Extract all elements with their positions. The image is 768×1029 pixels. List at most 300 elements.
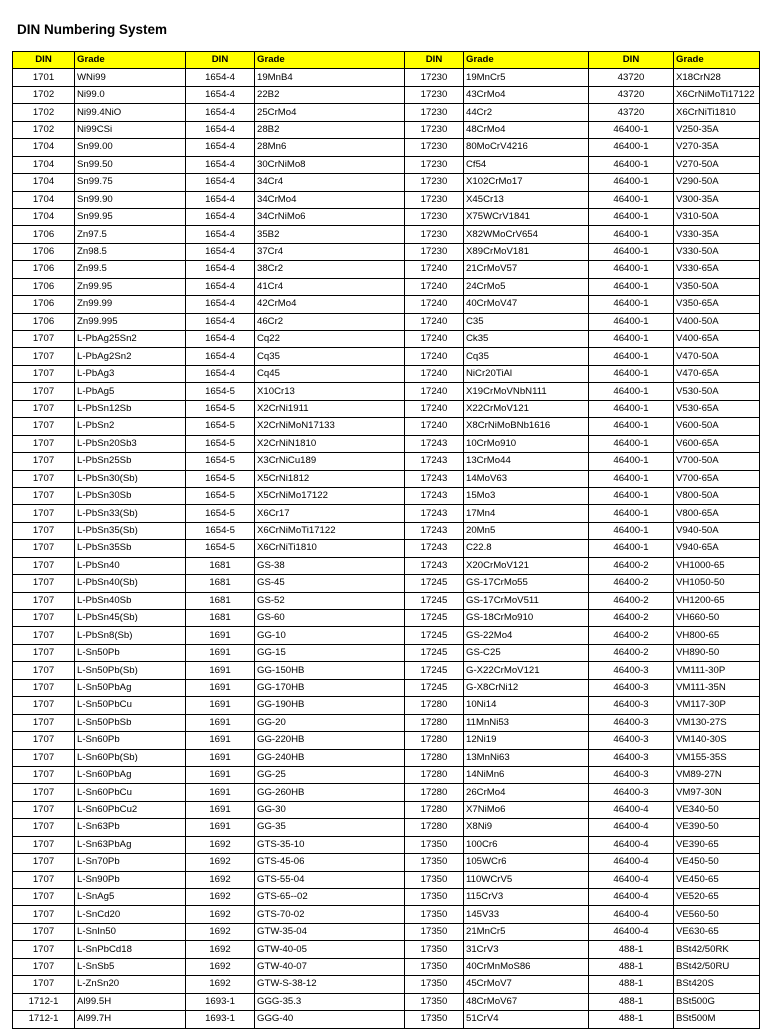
grade-cell: X10Cr13	[255, 383, 405, 400]
table-row	[13, 278, 760, 295]
din-cell: 1654-4	[186, 86, 255, 103]
din-cell: 46400-3	[589, 662, 674, 679]
din-cell: 1692	[186, 976, 255, 993]
din-cell: 1654-4	[186, 174, 255, 191]
table-row	[13, 836, 760, 853]
grade-cell: 14NiMn6	[464, 766, 589, 783]
grade-cell: L-SnCd20	[75, 906, 186, 923]
grade-cell: GTW-40-07	[255, 958, 405, 975]
column-header-grade: Grade	[255, 52, 405, 69]
din-cell: 17240	[405, 313, 464, 330]
grade-cell: GG-260HB	[255, 784, 405, 801]
grade-cell: GG-240HB	[255, 749, 405, 766]
din-cell: 1707	[13, 958, 75, 975]
din-cell: 17243	[405, 557, 464, 574]
grade-cell: X6CrNiMoTi17122	[674, 86, 760, 103]
grade-cell: V800-50A	[674, 487, 760, 504]
din-cell: 1707	[13, 365, 75, 382]
din-cell: 1654-4	[186, 278, 255, 295]
grade-cell: V530-50A	[674, 383, 760, 400]
grade-cell: L-Sn60PbCu2	[75, 801, 186, 818]
din-cell: 17245	[405, 679, 464, 696]
din-cell: 1707	[13, 801, 75, 818]
grade-cell: Zn99.995	[75, 313, 186, 330]
grade-cell: X20CrMoV121	[464, 557, 589, 574]
grade-cell: L-Sn50Pb	[75, 644, 186, 661]
grade-cell: L-PbSn40Sb	[75, 592, 186, 609]
grade-cell: VM111-30P	[674, 662, 760, 679]
din-cell: 1691	[186, 714, 255, 731]
table-row	[13, 86, 760, 103]
grade-cell: 38Cr2	[255, 261, 405, 278]
column-header-din: DIN	[589, 52, 674, 69]
column-header-din: DIN	[405, 52, 464, 69]
din-cell: 17245	[405, 662, 464, 679]
din-cell: 1654-5	[186, 435, 255, 452]
din-cell: 1654-5	[186, 418, 255, 435]
din-cell: 46400-4	[589, 819, 674, 836]
grade-cell: L-SnPbCd18	[75, 941, 186, 958]
din-cell: 17350	[405, 871, 464, 888]
table-row	[13, 191, 760, 208]
din-cell: 1654-4	[186, 69, 255, 86]
grade-cell: V310-50A	[674, 208, 760, 225]
din-cell: 17230	[405, 139, 464, 156]
grade-cell: L-SnAg5	[75, 889, 186, 906]
din-cell: 17230	[405, 121, 464, 138]
din-cell: 46400-3	[589, 749, 674, 766]
grade-cell: L-Sn50Pb(Sb)	[75, 662, 186, 679]
din-cell: 488-1	[589, 958, 674, 975]
table-row	[13, 540, 760, 557]
table-row	[13, 819, 760, 836]
grade-cell: GS-17CrMo55	[464, 575, 589, 592]
grade-cell: L-Sn50PbCu	[75, 697, 186, 714]
din-cell: 46400-1	[589, 505, 674, 522]
din-cell: 1691	[186, 679, 255, 696]
table-row	[13, 766, 760, 783]
din-cell: 17243	[405, 505, 464, 522]
table-row	[13, 331, 760, 348]
grade-cell: V270-50A	[674, 156, 760, 173]
grade-cell: 46Cr2	[255, 313, 405, 330]
din-cell: 46400-3	[589, 732, 674, 749]
grade-cell: NiCr20TiAl	[464, 365, 589, 382]
din-cell: 46400-1	[589, 313, 674, 330]
grade-cell: Sn99.95	[75, 208, 186, 225]
din-cell: 17230	[405, 226, 464, 243]
grade-cell: V700-50A	[674, 453, 760, 470]
din-cell: 1692	[186, 889, 255, 906]
table-row	[13, 958, 760, 975]
din-cell: 46400-1	[589, 383, 674, 400]
grade-cell: 34CrNiMo6	[255, 208, 405, 225]
grade-cell: 28Mn6	[255, 139, 405, 156]
grade-cell: Sn99.90	[75, 191, 186, 208]
grade-cell: GS-45	[255, 575, 405, 592]
grade-cell: V270-35A	[674, 139, 760, 156]
table-row	[13, 871, 760, 888]
grade-cell: X19CrMoVNbN111	[464, 383, 589, 400]
grade-cell: 110WCrV5	[464, 871, 589, 888]
din-cell: 17280	[405, 801, 464, 818]
grade-cell: X22CrMoV121	[464, 400, 589, 417]
grade-cell: X7NiMo6	[464, 801, 589, 818]
grade-cell: GGG-35.3	[255, 993, 405, 1010]
din-cell: 1693-1	[186, 1011, 255, 1028]
din-cell: 17350	[405, 889, 464, 906]
din-cell: 17245	[405, 610, 464, 627]
din-cell: 17243	[405, 522, 464, 539]
din-cell: 46400-1	[589, 365, 674, 382]
din-cell: 1706	[13, 261, 75, 278]
table-row	[13, 69, 760, 86]
grade-cell: L-Sn90Pb	[75, 871, 186, 888]
grade-cell: X45Cr13	[464, 191, 589, 208]
grade-cell: 30CrNiMo8	[255, 156, 405, 173]
din-cell: 1706	[13, 313, 75, 330]
din-cell: 17240	[405, 418, 464, 435]
din-cell: 17280	[405, 766, 464, 783]
din-cell: 46400-1	[589, 121, 674, 138]
grade-cell: 37Cr4	[255, 243, 405, 260]
din-cell: 46400-4	[589, 923, 674, 940]
din-cell: 17243	[405, 540, 464, 557]
din-cell: 1681	[186, 592, 255, 609]
din-cell: 1712-1	[13, 1011, 75, 1028]
grade-cell: VE390-65	[674, 836, 760, 853]
grade-cell: 80MoCrV4216	[464, 139, 589, 156]
table-row	[13, 261, 760, 278]
grade-cell: X3CrNiCu189	[255, 453, 405, 470]
grade-cell: L-Sn63PbAg	[75, 836, 186, 853]
din-cell: 1692	[186, 958, 255, 975]
grade-cell: X6CrNiMoTi17122	[255, 522, 405, 539]
table-row	[13, 243, 760, 260]
table-row	[13, 801, 760, 818]
grade-cell: 40CrMnMoS86	[464, 958, 589, 975]
grade-cell: 28B2	[255, 121, 405, 138]
grade-cell: GTW-35-04	[255, 923, 405, 940]
din-cell: 1707	[13, 976, 75, 993]
grade-cell: L-Sn50PbSb	[75, 714, 186, 731]
din-cell: 43720	[589, 69, 674, 86]
grade-cell: Cf54	[464, 156, 589, 173]
table-row	[13, 644, 760, 661]
grade-cell: GTW-40-05	[255, 941, 405, 958]
grade-cell: X18CrN28	[674, 69, 760, 86]
table-row	[13, 854, 760, 871]
grade-cell: V350-50A	[674, 278, 760, 295]
din-cell: 1707	[13, 540, 75, 557]
grade-cell: 22B2	[255, 86, 405, 103]
grade-cell: GS-C25	[464, 644, 589, 661]
din-cell: 17240	[405, 365, 464, 382]
grade-cell: 115CrV3	[464, 889, 589, 906]
din-cell: 1707	[13, 697, 75, 714]
grade-cell: 48CrMo4	[464, 121, 589, 138]
din-cell: 1704	[13, 139, 75, 156]
grade-cell: 15Mo3	[464, 487, 589, 504]
grade-cell: L-Sn60PbCu	[75, 784, 186, 801]
din-cell: 1654-5	[186, 400, 255, 417]
grade-cell: VM117-30P	[674, 697, 760, 714]
din-cell: 46400-4	[589, 889, 674, 906]
grade-cell: L-PbSn20Sb3	[75, 435, 186, 452]
grade-cell: L-PbSn2	[75, 418, 186, 435]
table-row	[13, 505, 760, 522]
din-cell: 1707	[13, 906, 75, 923]
table-row	[13, 662, 760, 679]
grade-cell: X5CrNiMo17122	[255, 487, 405, 504]
grade-cell: X2CrNi1911	[255, 400, 405, 417]
grade-cell: 48CrMoV67	[464, 993, 589, 1010]
din-cell: 488-1	[589, 1011, 674, 1028]
din-cell: 17245	[405, 592, 464, 609]
grade-cell: Zn99.99	[75, 296, 186, 313]
grade-cell: 26CrMo4	[464, 784, 589, 801]
grade-cell: X6Cr17	[255, 505, 405, 522]
grade-cell: VH1050-50	[674, 575, 760, 592]
grade-cell: X8CrNiMoBNb1616	[464, 418, 589, 435]
din-cell: 46400-2	[589, 575, 674, 592]
din-cell: 17280	[405, 697, 464, 714]
grade-cell: V940-50A	[674, 522, 760, 539]
grade-cell: 34Cr4	[255, 174, 405, 191]
din-cell: 1707	[13, 383, 75, 400]
grade-cell: X5CrNi1812	[255, 470, 405, 487]
din-cell: 17230	[405, 243, 464, 260]
din-cell: 17245	[405, 644, 464, 661]
din-cell: 1704	[13, 208, 75, 225]
grade-cell: GS-22Mo4	[464, 627, 589, 644]
grade-cell: GG-220HB	[255, 732, 405, 749]
grade-cell: X6CrNiTi1810	[255, 540, 405, 557]
grade-cell: V940-65A	[674, 540, 760, 557]
grade-cell: V470-50A	[674, 348, 760, 365]
grade-cell: WNi99	[75, 69, 186, 86]
grade-cell: BSt500G	[674, 993, 760, 1010]
din-cell: 1707	[13, 400, 75, 417]
grade-cell: GS-18CrMo910	[464, 610, 589, 627]
grade-cell: L-SnIn50	[75, 923, 186, 940]
din-cell: 46400-4	[589, 854, 674, 871]
grade-cell: VM155-35S	[674, 749, 760, 766]
din-cell: 46400-1	[589, 331, 674, 348]
grade-cell: L-Sn60Pb(Sb)	[75, 749, 186, 766]
din-cell: 46400-3	[589, 714, 674, 731]
din-cell: 1654-4	[186, 348, 255, 365]
din-cell: 46400-1	[589, 139, 674, 156]
din-cell: 1707	[13, 679, 75, 696]
table-row	[13, 1011, 760, 1028]
din-cell: 46400-1	[589, 453, 674, 470]
din-cell: 1692	[186, 871, 255, 888]
page-title: DIN Numbering System	[17, 22, 168, 37]
grade-cell: X82WMoCrV654	[464, 226, 589, 243]
din-cell: 1654-5	[186, 505, 255, 522]
grade-cell: X8Ni9	[464, 819, 589, 836]
din-cell: 17350	[405, 906, 464, 923]
din-cell: 46400-2	[589, 644, 674, 661]
table-row	[13, 400, 760, 417]
din-cell: 46400-1	[589, 208, 674, 225]
grade-cell: 17Mn4	[464, 505, 589, 522]
din-cell: 1707	[13, 889, 75, 906]
din-cell: 1692	[186, 941, 255, 958]
grade-cell: L-Sn50PbAg	[75, 679, 186, 696]
grade-cell: 105WCr6	[464, 854, 589, 871]
din-cell: 1681	[186, 557, 255, 574]
din-cell: 17243	[405, 487, 464, 504]
grade-cell: G-X8CrNi12	[464, 679, 589, 696]
grade-cell: GG-150HB	[255, 662, 405, 679]
din-cell: 1692	[186, 923, 255, 940]
din-cell: 1692	[186, 854, 255, 871]
din-cell: 1681	[186, 575, 255, 592]
grade-cell: 13MnNi63	[464, 749, 589, 766]
din-cell: 46400-2	[589, 592, 674, 609]
grade-cell: L-PbSn30Sb	[75, 487, 186, 504]
grade-cell: GS-60	[255, 610, 405, 627]
grade-cell: Cq35	[464, 348, 589, 365]
din-cell: 46400-1	[589, 191, 674, 208]
din-cell: 17243	[405, 435, 464, 452]
grade-cell: GS-17CrMoV511	[464, 592, 589, 609]
din-cell: 17350	[405, 923, 464, 940]
grade-cell: L-PbSn35(Sb)	[75, 522, 186, 539]
din-cell: 1707	[13, 487, 75, 504]
grade-cell: 31CrV3	[464, 941, 589, 958]
din-cell: 1707	[13, 923, 75, 940]
din-cell: 1654-5	[186, 487, 255, 504]
din-cell: 46400-2	[589, 557, 674, 574]
din-cell: 17280	[405, 732, 464, 749]
grade-cell: VE520-65	[674, 889, 760, 906]
din-cell: 46400-1	[589, 226, 674, 243]
grade-cell: Zn99.95	[75, 278, 186, 295]
din-cell: 1707	[13, 644, 75, 661]
din-cell: 1707	[13, 836, 75, 853]
din-cell: 1654-5	[186, 383, 255, 400]
table-row	[13, 470, 760, 487]
din-cell: 1692	[186, 906, 255, 923]
grade-cell: GGG-40	[255, 1011, 405, 1028]
din-cell: 1654-5	[186, 453, 255, 470]
grade-cell: 44Cr2	[464, 104, 589, 121]
din-cell: 1707	[13, 453, 75, 470]
din-cell: 1702	[13, 86, 75, 103]
grade-cell: V330-65A	[674, 261, 760, 278]
table-row	[13, 557, 760, 574]
din-cell: 46400-2	[589, 627, 674, 644]
din-grade-table	[12, 51, 760, 1029]
grade-cell: GG-170HB	[255, 679, 405, 696]
grade-cell: GG-10	[255, 627, 405, 644]
din-cell: 46400-1	[589, 156, 674, 173]
column-header-din: DIN	[13, 52, 75, 69]
din-cell: 1707	[13, 714, 75, 731]
grade-cell: Ni99.0	[75, 86, 186, 103]
grade-cell: GG-15	[255, 644, 405, 661]
grade-cell: V600-65A	[674, 435, 760, 452]
table-row	[13, 732, 760, 749]
table-row	[13, 104, 760, 121]
din-cell: 1707	[13, 749, 75, 766]
grade-cell: Ni99CSi	[75, 121, 186, 138]
din-cell: 1691	[186, 801, 255, 818]
grade-cell: VM97-30N	[674, 784, 760, 801]
grade-cell: L-SnSb5	[75, 958, 186, 975]
din-cell: 1707	[13, 592, 75, 609]
grade-cell: V530-65A	[674, 400, 760, 417]
din-cell: 1692	[186, 836, 255, 853]
din-cell: 1654-4	[186, 191, 255, 208]
din-cell: 17243	[405, 453, 464, 470]
din-cell: 17230	[405, 208, 464, 225]
grade-cell: GG-25	[255, 766, 405, 783]
din-cell: 1654-4	[186, 331, 255, 348]
grade-cell: V290-50A	[674, 174, 760, 191]
table-row	[13, 923, 760, 940]
grade-cell: L-Sn60Pb	[75, 732, 186, 749]
grade-cell: G-X22CrMoV121	[464, 662, 589, 679]
table-row	[13, 976, 760, 993]
din-cell: 1707	[13, 331, 75, 348]
grade-cell: L-ZnSn20	[75, 976, 186, 993]
din-cell: 1707	[13, 522, 75, 539]
din-cell: 1707	[13, 941, 75, 958]
grade-cell: X2CrNiMoN17133	[255, 418, 405, 435]
din-cell: 17245	[405, 575, 464, 592]
table-row	[13, 592, 760, 609]
din-cell: 1702	[13, 104, 75, 121]
grade-cell: V800-65A	[674, 505, 760, 522]
grade-cell: GS-52	[255, 592, 405, 609]
din-cell: 46400-2	[589, 610, 674, 627]
din-cell: 1654-4	[186, 156, 255, 173]
din-cell: 1691	[186, 819, 255, 836]
grade-cell: L-PbAg25Sn2	[75, 331, 186, 348]
column-header-grade: Grade	[464, 52, 589, 69]
table-row	[13, 610, 760, 627]
grade-cell: Zn98.5	[75, 243, 186, 260]
column-header-grade: Grade	[674, 52, 760, 69]
din-cell: 1707	[13, 732, 75, 749]
din-cell: 1707	[13, 871, 75, 888]
din-cell: 1704	[13, 191, 75, 208]
grade-cell: VE390-50	[674, 819, 760, 836]
grade-cell: V330-35A	[674, 226, 760, 243]
grade-cell: L-PbSn12Sb	[75, 400, 186, 417]
grade-cell: V700-65A	[674, 470, 760, 487]
grade-cell: 20Mn5	[464, 522, 589, 539]
din-cell: 17280	[405, 819, 464, 836]
table-row	[13, 156, 760, 173]
table-body	[13, 69, 760, 1028]
grade-cell: Ck35	[464, 331, 589, 348]
table-row	[13, 383, 760, 400]
table-row	[13, 418, 760, 435]
din-cell: 488-1	[589, 993, 674, 1010]
grade-cell: L-PbSn45(Sb)	[75, 610, 186, 627]
din-cell: 1691	[186, 644, 255, 661]
grade-cell: GTS-70-02	[255, 906, 405, 923]
din-cell: 1707	[13, 505, 75, 522]
din-cell: 17280	[405, 784, 464, 801]
grade-cell: GS-38	[255, 557, 405, 574]
grade-cell: L-PbAg3	[75, 365, 186, 382]
